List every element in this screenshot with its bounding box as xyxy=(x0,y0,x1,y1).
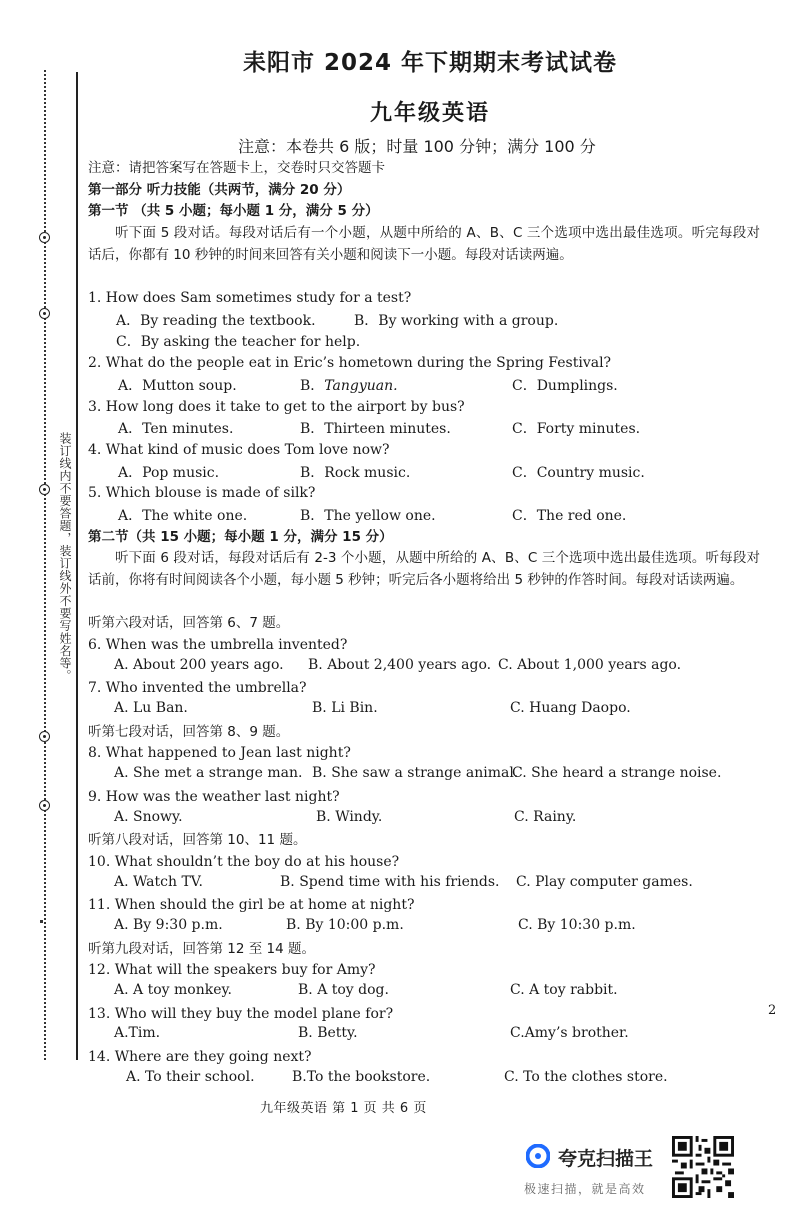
option-a: A. She met a strange man. xyxy=(114,765,303,782)
edge-page-mark: 2 xyxy=(768,1003,777,1018)
quark-logo-icon xyxy=(526,1144,550,1168)
binding-dotted-line xyxy=(44,70,46,1060)
option-c: C. To the clothes store. xyxy=(504,1068,668,1085)
question-4: 4. What kind of music does Tom love now? xyxy=(88,441,390,458)
section2-instructions: 听下面 6 段对话，每段对话后有 2-3 个小题，从题中所给的 A、B、C 三个选项中选出最佳选项。听每段对话前，你将有时间阅读各个小题，每小题 5 秒钟；听完后各小题将给出 5 秒钟的作答时间。每段对话读两遍。 xyxy=(88,550,760,589)
watermark-slogan: 极速扫描，就是高效 xyxy=(524,1182,646,1196)
question-2: 2. What do the people eat in Eric’s hometown during the Spring Festival? xyxy=(88,355,612,372)
option-b: B．Thirteen minutes. xyxy=(300,421,451,438)
question-7: 7. Who invented the umbrella? xyxy=(88,680,307,697)
answer-notice: 注意：请把答案写在答题卡上，交卷时只交答题卡 xyxy=(88,160,385,176)
option-a: A．The white one. xyxy=(118,507,248,524)
binding-hole-icon xyxy=(39,800,50,811)
option-a: A．Mutton soup. xyxy=(118,377,237,394)
option-c: C．By asking the teacher for help. xyxy=(116,334,361,351)
option-b: B. Li Bin. xyxy=(312,700,378,717)
option-b-prefix: B． xyxy=(300,377,325,394)
question-13-options xyxy=(88,1025,760,1047)
question-4-options xyxy=(88,462,760,484)
question-10-options xyxy=(88,874,760,896)
option-a: A. About 200 years ago. xyxy=(114,656,284,673)
scan-speck xyxy=(40,920,43,923)
question-1: 1. How does Sam sometimes study for a test? xyxy=(88,290,412,307)
watermark-brand-name: 夸克扫描王 xyxy=(558,1148,654,1170)
question-9: 9. How was the weather last night? xyxy=(88,788,340,805)
binding-solid-line xyxy=(76,72,78,1060)
binding-hole-icon xyxy=(39,308,50,319)
option-b: B．The yellow one. xyxy=(300,507,436,524)
section2-heading: 第二节（共 15 小题；每小题 1 分，满分 15 分） xyxy=(88,528,393,545)
option-a: A. Lu Ban. xyxy=(114,700,188,717)
binding-note: 装订线内不要答题，装订线外不要写姓名等。 xyxy=(58,432,72,682)
dialog-7-prompt: 听第七段对话，回答第 8、9 题。 xyxy=(88,723,290,740)
option-a: A. To their school. xyxy=(126,1068,255,1085)
option-c: C. Huang Daopo. xyxy=(510,700,631,717)
question-8-options xyxy=(88,765,760,787)
option-a: A. Watch TV. xyxy=(114,873,203,890)
question-14-options xyxy=(88,1069,760,1091)
option-c: C. By 10:30 p.m. xyxy=(518,916,636,933)
option-a: A. A toy monkey. xyxy=(114,982,232,998)
question-3: 3. How long does it take to get to the airport by bus? xyxy=(88,398,465,415)
option-b: B. Spend time with his friends. xyxy=(280,873,500,890)
section1-heading: 第一节 （共 5 小题；每小题 1 分，满分 5 分） xyxy=(88,203,379,220)
question-12-options xyxy=(88,982,760,1004)
option-b: B. About 2,400 years ago. xyxy=(308,656,492,673)
option-b: B. A toy dog. xyxy=(298,982,389,998)
question-5: 5. Which blouse is made of silk? xyxy=(88,485,316,502)
question-8: 8. What happened to Jean last night? xyxy=(88,745,351,762)
question-2-options xyxy=(88,375,760,397)
option-b: B．Rock music. xyxy=(300,464,411,481)
option-b: B. By 10:00 p.m. xyxy=(286,916,404,933)
option-a: A. Snowy. xyxy=(114,808,183,825)
question-9-options xyxy=(88,809,760,831)
option-b: B．By working with a group. xyxy=(354,312,559,329)
option-c: C. Rainy. xyxy=(514,808,577,825)
option-a: A．Ten minutes. xyxy=(118,421,234,438)
question-3-options xyxy=(88,418,760,440)
binding-hole-icon xyxy=(39,731,50,742)
exam-subtitle: 九年级英语 xyxy=(369,101,490,126)
question-1-options xyxy=(88,310,760,332)
question-13: 13. Who will they buy the model plane for? xyxy=(88,1005,394,1022)
option-b: B. Windy. xyxy=(316,808,383,825)
option-c: C．Country music. xyxy=(512,464,645,481)
question-14: 14. Where are they going next? xyxy=(88,1049,312,1066)
question-12: 12. What will the speakers buy for Amy? xyxy=(88,962,376,979)
exam-content xyxy=(88,158,760,1090)
question-11: 11. When should the girl be at home at night? xyxy=(88,897,415,914)
option-a: A．By reading the textbook. xyxy=(116,312,316,329)
option-c: C．The red one. xyxy=(512,507,627,524)
dialog-8-prompt: 听第八段对话，回答第 10、11 题。 xyxy=(88,832,307,849)
question-6-options xyxy=(88,657,760,679)
question-5-options xyxy=(88,505,760,527)
question-7-options xyxy=(88,700,760,722)
section1-instructions: 听下面 5 段对话。每段对话后有一个小题，从题中所给的 A、B、C 三个选项中选出最佳选项。听完每段对话后，你都有 10 秒钟的时间来回答有关小题和阅读下一小题。每段对话读两遍。 xyxy=(88,225,760,263)
option-b: B.To the bookstore. xyxy=(292,1068,431,1085)
question-6: 6. When was the umbrella invented? xyxy=(88,637,348,653)
option-a: A．Pop music. xyxy=(118,464,220,481)
dialog-6-prompt: 听第六段对话，回答第 6、7 题。 xyxy=(88,615,290,632)
option-c: C. A toy rabbit. xyxy=(510,982,618,998)
option-a: A. By 9:30 p.m. xyxy=(114,916,223,933)
option-b xyxy=(300,375,398,395)
option-c: C. About 1,000 years ago. xyxy=(498,656,682,673)
option-b-italic: Tangyuan. xyxy=(324,377,398,394)
page-footer: 九年级英语 第 1 页 共 6 页 xyxy=(260,1101,427,1116)
option-c: C. She heard a strange noise. xyxy=(512,765,722,782)
option-c: C. Play computer games. xyxy=(516,873,693,890)
option-c: C．Forty minutes. xyxy=(512,421,641,438)
qr-code-icon xyxy=(672,1136,734,1198)
question-10: 10. What shouldn’t the boy do at his house? xyxy=(88,853,400,870)
question-11-options xyxy=(88,917,760,939)
dialog-9-prompt: 听第九段对话，回答第 12 至 14 题。 xyxy=(88,940,316,957)
binding-hole-icon xyxy=(39,484,50,495)
option-b: B. Betty. xyxy=(298,1025,358,1042)
option-b: B. She saw a strange animal. xyxy=(312,765,519,782)
option-c: C．Dumplings. xyxy=(512,377,618,394)
scanner-watermark xyxy=(522,1138,672,1202)
question-1-options-cont xyxy=(88,331,760,353)
option-a: A.Tim. xyxy=(114,1025,161,1042)
exam-note: 注意：本卷共 6 版；时量 100 分钟；满分 100 分 xyxy=(238,137,596,156)
binding-hole-icon xyxy=(39,232,50,243)
part1-heading: 第一部分 听力技能（共两节，满分 20 分） xyxy=(88,181,351,198)
exam-title: 耒阳市 2024 年下期期末考试试卷 xyxy=(242,50,618,76)
option-c: C.Amy’s brother. xyxy=(510,1025,629,1042)
